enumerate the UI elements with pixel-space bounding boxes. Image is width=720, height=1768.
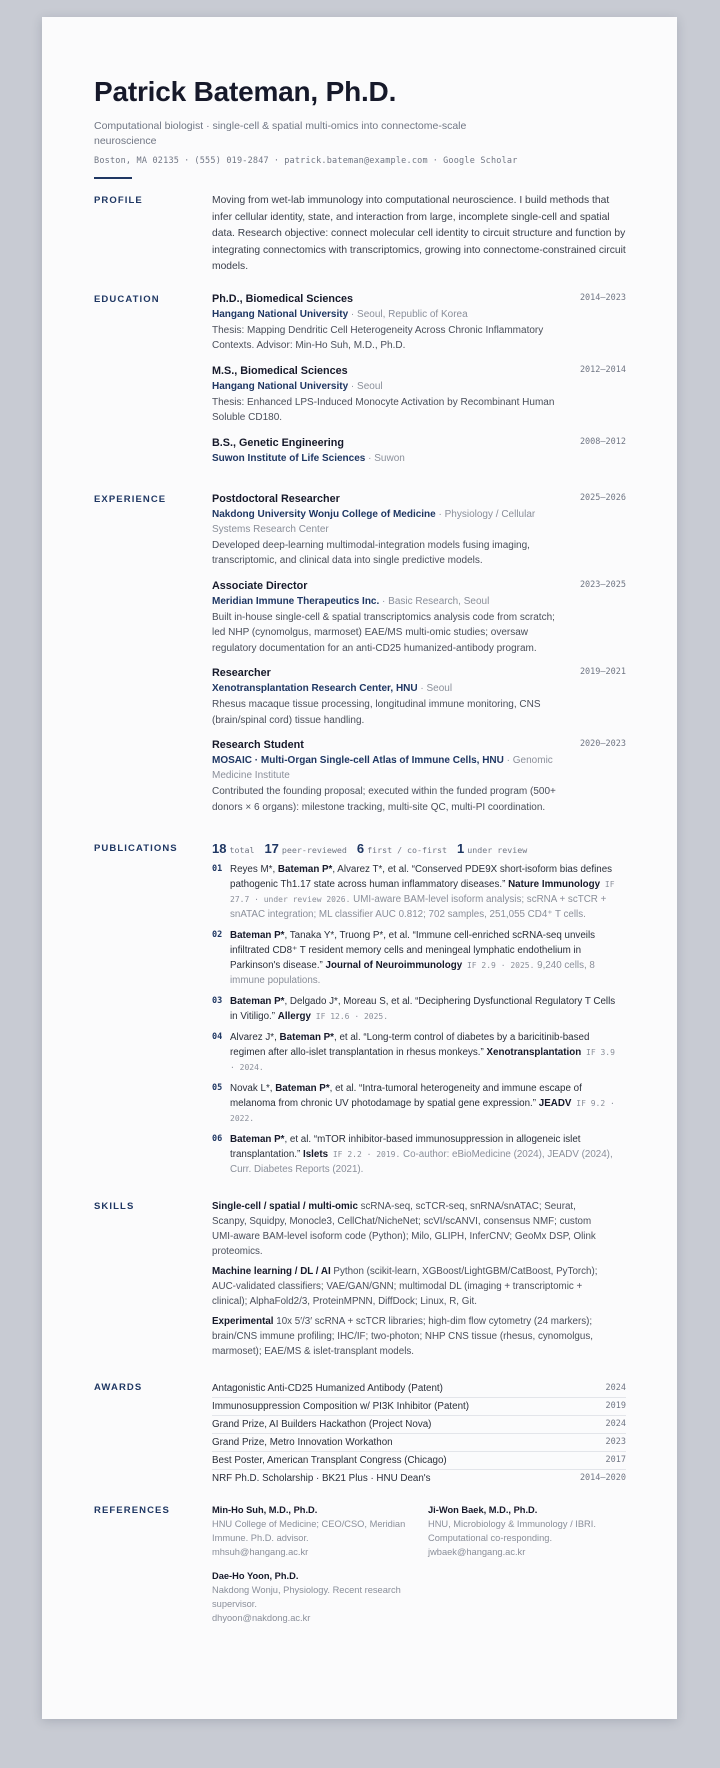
experience-entry bbox=[212, 492, 626, 569]
references-list bbox=[212, 1503, 626, 1625]
award-year: 2024 bbox=[605, 1419, 626, 1429]
award-name: NRF Ph.D. Scholarship · BK21 Plus · HNU Dean's bbox=[212, 1473, 431, 1484]
publication-number: 04 bbox=[212, 1032, 223, 1042]
google-scholar-link[interactable]: Google Scholar bbox=[443, 156, 518, 166]
entry-description: Rhesus macaque tissue processing, longitudinal immune monitoring, CNS (brain/spinal cord) tissue handling. bbox=[212, 699, 541, 726]
entry-description: Thesis: Enhanced LPS-Induced Monocyte Activation by Recombinant Human Soluble CD180. bbox=[212, 396, 555, 423]
publication-list bbox=[212, 862, 626, 1177]
award-row bbox=[212, 1452, 626, 1470]
institution-name: Hangang National University bbox=[212, 308, 349, 320]
reference-name: Min-Ho Suh, M.D., Ph.D. bbox=[212, 1505, 318, 1515]
organization-detail: · Physiology / Cellular Systems Research Center bbox=[212, 508, 536, 535]
award-year: 2017 bbox=[605, 1455, 626, 1465]
stat-count: 1 bbox=[457, 841, 465, 856]
education-section bbox=[94, 292, 626, 476]
journal-name: Allergy bbox=[277, 1011, 311, 1022]
award-name: Grand Prize, Metro Innovation Workathon bbox=[212, 1437, 393, 1448]
publication-citation bbox=[230, 1030, 620, 1075]
skill-heading: Experimental bbox=[212, 1316, 274, 1327]
degree-title: Ph.D., Biomedical Sciences bbox=[212, 292, 354, 305]
author-self: Bateman P* bbox=[230, 1134, 285, 1145]
publication-number: 06 bbox=[212, 1134, 223, 1144]
organization-detail: · Genomic Medicine Institute bbox=[212, 755, 553, 781]
stat-label: under review bbox=[467, 845, 528, 855]
reference-name: Ji-Won Baek, M.D., Ph.D. bbox=[428, 1505, 538, 1515]
stat-label: peer-reviewed bbox=[281, 845, 347, 855]
publication-number: 03 bbox=[212, 996, 223, 1006]
reference-email[interactable]: jwbaek@hangang.ac.kr bbox=[428, 1547, 526, 1557]
awards-list bbox=[212, 1380, 626, 1487]
section-label: REFERENCES bbox=[94, 1505, 170, 1516]
reference-card bbox=[212, 1503, 410, 1559]
education-entry bbox=[212, 364, 626, 426]
publication-stat bbox=[357, 841, 447, 856]
skill-group bbox=[212, 1199, 606, 1259]
section-label: PROFILE bbox=[94, 195, 143, 206]
publication-number: 02 bbox=[212, 930, 223, 940]
organization-name: Xenotransplantation Research Center, HNU bbox=[212, 683, 418, 694]
organization-line bbox=[212, 507, 556, 537]
institution-line bbox=[212, 379, 556, 394]
organization-line bbox=[212, 753, 556, 783]
resume-content bbox=[94, 75, 626, 1625]
author-self: Bateman P* bbox=[277, 864, 333, 875]
publication-citation bbox=[230, 928, 620, 988]
publication-citation bbox=[230, 862, 620, 922]
author-self: Bateman P* bbox=[230, 930, 285, 941]
contact-email[interactable]: patrick.bateman@example.com bbox=[284, 156, 428, 166]
award-year: 2023 bbox=[605, 1437, 626, 1447]
organization-line bbox=[212, 594, 556, 609]
award-row bbox=[212, 1398, 626, 1416]
publication-note: UMI-aware BAM-level isoform analysis; scRNA + scTCR + snATAC integration; ML classifier AUC 0.812; 702 samples, 251,055 CD4⁺ T cells. bbox=[230, 894, 607, 920]
institution-location: · Suwon bbox=[365, 452, 405, 464]
header-divider bbox=[94, 177, 132, 179]
publication-stats bbox=[212, 841, 626, 856]
authors-and-title: , et al. “mTOR inhibitor-based immunosuppression in allogeneic islet transplantation.” bbox=[230, 1134, 581, 1160]
publication-stat bbox=[264, 841, 346, 856]
publications-body bbox=[212, 841, 626, 1183]
skill-details: Python (scikit-learn, XGBoost/LightGBM/CatBoost, PyTorch); AUC-validated classifiers; VAE/GAN/GNN; multimodal DL (imaging + transcriptomic + clinical); AlphaFold2/3, ProteinMPNN, DiffDock; Linux, R, Git. bbox=[212, 1266, 598, 1307]
experience-section bbox=[94, 492, 626, 826]
award-year: 2024 bbox=[605, 1383, 626, 1393]
entry-dates: 2023–2025 bbox=[579, 579, 626, 590]
authors-before: Novak L*, bbox=[230, 1083, 276, 1094]
authors-and-title: , Alvarez T*, et al. “Conserved PDE9X short-isoform bias defines pathogenic Th1.17 state across human inflammatory diseases.” bbox=[230, 864, 613, 890]
experience-entry bbox=[212, 738, 626, 815]
reference-card bbox=[428, 1503, 626, 1559]
publication-item bbox=[212, 994, 626, 1024]
journal-name: Xenotransplantation bbox=[486, 1047, 582, 1058]
institution-line bbox=[212, 307, 556, 322]
job-title: Research Student bbox=[212, 739, 304, 751]
publication-item bbox=[212, 1081, 626, 1126]
organization-detail: · Seoul bbox=[417, 683, 453, 694]
reference-email[interactable]: dhyoon@nakdong.ac.kr bbox=[212, 1613, 311, 1623]
entry-dates: 2025–2026 bbox=[579, 492, 626, 503]
publication-item bbox=[212, 862, 626, 922]
degree-title: M.S., Biomedical Sciences bbox=[212, 364, 348, 377]
institution-location: · Seoul, Republic of Korea bbox=[348, 308, 468, 320]
awards-section bbox=[94, 1380, 626, 1487]
entry-dates: 2014–2023 bbox=[579, 292, 626, 303]
reference-name: Dae-Ho Yoon, Ph.D. bbox=[212, 1571, 299, 1581]
institution-line bbox=[212, 451, 556, 466]
skill-group bbox=[212, 1314, 606, 1359]
impact-factor-year: IF 3.9 · 2024. bbox=[230, 1048, 615, 1072]
author-self: Bateman P* bbox=[275, 1083, 330, 1094]
section-label: EDUCATION bbox=[94, 293, 160, 305]
award-name: Best Poster, American Transplant Congress (Chicago) bbox=[212, 1455, 447, 1466]
award-row bbox=[212, 1380, 626, 1398]
author-self: Bateman P* bbox=[230, 996, 285, 1007]
reference-card bbox=[212, 1569, 410, 1625]
candidate-name: Patrick Bateman, Ph.D. bbox=[94, 76, 397, 107]
skill-heading: Single-cell / spatial / multi-omic bbox=[212, 1201, 358, 1212]
publication-stat bbox=[457, 841, 527, 856]
authors-before: Reyes M*, bbox=[230, 864, 278, 875]
impact-factor-year: IF 27.7 · under review 2026. bbox=[230, 880, 615, 904]
publication-citation bbox=[230, 994, 620, 1024]
contact-location: Boston, MA 02135 bbox=[94, 156, 180, 166]
education-list bbox=[212, 292, 626, 476]
entry-dates: 2008–2012 bbox=[579, 436, 626, 447]
journal-name: JEADV bbox=[538, 1098, 572, 1109]
entry-description: Thesis: Mapping Dendritic Cell Heterogeneity Across Chronic Inflammatory Contexts. Advisor: Min-Ho Suh, M.D., Ph.D. bbox=[212, 324, 544, 351]
skills-list bbox=[212, 1199, 626, 1364]
award-row bbox=[212, 1470, 626, 1487]
experience-list bbox=[212, 492, 626, 826]
tagline: Computational biologist · single-cell & spatial multi-omics into connectome-scale neuroscience bbox=[94, 120, 467, 147]
award-year: 2019 bbox=[605, 1401, 626, 1411]
award-year: 2014–2020 bbox=[579, 1473, 626, 1483]
entry-dates: 2012–2014 bbox=[579, 364, 626, 375]
section-label: PUBLICATIONS bbox=[94, 843, 178, 854]
reference-affiliation: HNU, Microbiology & Immunology / IBRI. Computational co-responding. bbox=[428, 1519, 596, 1543]
impact-factor-year: IF 2.2 · 2019. bbox=[328, 1150, 401, 1159]
reference-affiliation: HNU College of Medicine; CEO/CSO, Meridian Immune. Ph.D. advisor. bbox=[212, 1519, 406, 1543]
publication-citation bbox=[230, 1132, 620, 1177]
authors-and-title: , Delgado J*, Moreau S, et al. “Deciphering Dysfunctional Regulatory T Cells in Vitiligo.” bbox=[230, 996, 616, 1022]
impact-factor-year: IF 9.2 · 2022. bbox=[230, 1099, 615, 1123]
publication-number: 05 bbox=[212, 1083, 223, 1093]
organization-name: Nakdong University Wonju College of Medicine bbox=[212, 508, 436, 520]
profile-text: Moving from wet-lab immunology into computational neuroscience. I build methods that infer cellular identity, state, and interaction from large, incomplete single-cell and spatial data. Research objective: connect molecular cell identity to circuit structure and function by integrating connectomics with transcriptomics, growing into connectome-constrained circuit models. bbox=[212, 195, 626, 272]
organization-name: MOSAIC · Multi-Organ Single-cell Atlas of Immune Cells, HNU bbox=[212, 755, 504, 766]
contact-line: Boston, MA 02135 · (555) 019-2847 · patrick.bateman@example.com · Google Scholar bbox=[94, 156, 518, 166]
publications-section bbox=[94, 841, 626, 1183]
resume-page bbox=[42, 17, 677, 1719]
publication-stat bbox=[212, 841, 254, 856]
entry-dates: 2019–2021 bbox=[579, 667, 626, 677]
skill-details: scRNA-seq, scTCR-seq, snRNA/snATAC; Seurat, Scanpy, Squidpy, Monocle3, CellChat/NicheNet; scVI/scANVI, consensus NMF; custom UMI-aware BAM-level isoform code (Python); Milo, GLIPH, InferCNV; GeoMx DSP, Olink proteomics. bbox=[212, 1201, 596, 1257]
stat-label: total bbox=[229, 845, 255, 855]
publication-number: 01 bbox=[212, 864, 223, 874]
publication-item bbox=[212, 1132, 626, 1177]
institution-name: Suwon Institute of Life Sciences bbox=[212, 452, 366, 464]
publication-citation bbox=[230, 1081, 620, 1126]
reference-email[interactable]: mhsuh@hangang.ac.kr bbox=[212, 1547, 309, 1557]
entry-description: Contributed the founding proposal; executed within the funded program (500+ donors × 6 organs): milestone tracking, multi-site QC, multi-PI coordination. bbox=[212, 786, 556, 813]
education-entry bbox=[212, 292, 626, 354]
profile-section bbox=[94, 193, 626, 276]
authors-and-title: , Tanaka Y*, Truong P*, et al. “Immune cell-enriched scRNA-seq unveils infiltrated CD8⁺ T resident memory cells and meningeal lymphatic endothelium in Parkinson's disease.” bbox=[230, 930, 596, 971]
stat-count: 6 bbox=[356, 841, 365, 856]
entry-description: Developed deep-learning multimodal-integration models fusing imaging, transcriptomic, and clinical data into single predictive models. bbox=[212, 539, 530, 566]
job-title: Postdoctoral Researcher bbox=[212, 492, 340, 505]
award-name: Immunosuppression Composition w/ PI3K Inhibitor (Patent) bbox=[212, 1401, 470, 1412]
reference-affiliation: Nakdong Wonju, Physiology. Recent research supervisor. bbox=[212, 1585, 401, 1609]
authors-before: Alvarez J*, bbox=[230, 1032, 280, 1043]
publication-note: 9,240 cells, 8 immune populations. bbox=[230, 960, 595, 986]
stat-count: 17 bbox=[264, 841, 279, 856]
journal-name: Islets bbox=[302, 1149, 329, 1160]
authors-and-title: , et al. “Intra-tumoral heterogeneity and immune escape of melanoma from chronic UV photodamage by spatial gene expression.” bbox=[230, 1083, 582, 1109]
job-title: Researcher bbox=[212, 667, 271, 679]
skill-heading: Machine learning / DL / AI bbox=[212, 1266, 331, 1277]
education-entry bbox=[212, 436, 626, 466]
institution-name: Hangang National University bbox=[212, 380, 349, 392]
authors-and-title: , et al. “Long-term control of diabetes by a baricitinib-based regimen after allo-islet transplantation in rhesus monkeys.” bbox=[230, 1032, 590, 1058]
section-label: AWARDS bbox=[94, 1382, 143, 1393]
publication-item bbox=[212, 928, 626, 988]
experience-entry bbox=[212, 579, 626, 657]
impact-factor-year: IF 2.9 · 2025. bbox=[462, 961, 535, 970]
job-title: Associate Director bbox=[212, 579, 308, 592]
degree-title: B.S., Genetic Engineering bbox=[212, 436, 344, 449]
author-self: Bateman P* bbox=[279, 1032, 334, 1043]
publication-item bbox=[212, 1030, 626, 1075]
award-name: Antagonistic Anti-CD25 Humanized Antibody (Patent) bbox=[212, 1383, 443, 1394]
organization-line bbox=[212, 681, 556, 696]
organization-detail: · Basic Research, Seoul bbox=[379, 595, 490, 607]
award-row bbox=[212, 1434, 626, 1452]
skill-group bbox=[212, 1264, 606, 1309]
stat-label: first / co-first bbox=[367, 845, 448, 855]
references-section bbox=[94, 1503, 626, 1625]
impact-factor-year: IF 12.6 · 2025. bbox=[310, 1012, 389, 1021]
skills-section bbox=[94, 1199, 626, 1364]
stat-count: 18 bbox=[212, 841, 227, 856]
institution-location: · Seoul bbox=[348, 380, 383, 392]
entry-description: Built in-house single-cell & spatial transcriptomics analysis code from scratch; led NHP (cynomolgus, marmoset) EAE/MS multi-omic studies; oversaw regulatory documentation for an anti-CD25 humanized-antibody program. bbox=[212, 611, 555, 654]
award-row bbox=[212, 1416, 626, 1434]
entry-dates: 2020–2023 bbox=[579, 739, 626, 749]
organization-name: Meridian Immune Therapeutics Inc. bbox=[212, 595, 380, 607]
contact-phone: (555) 019-2847 bbox=[194, 156, 269, 166]
skill-details: 10x 5′/3′ scRNA + scTCR libraries; high-dim flow cytometry (24 markers); brain/CNS immune profiling; IHC/IF; two-photon; NHP CNS tissue (rhesus, cynomolgus, marmoset); EAE/MS & islet-transplant models. bbox=[212, 1316, 593, 1357]
publication-note: Co-author: eBioMedicine (2024), JEADV (2024), Curr. Diabetes Reports (2021). bbox=[230, 1149, 613, 1175]
section-label: SKILLS bbox=[94, 1201, 135, 1212]
experience-entry bbox=[212, 666, 626, 728]
award-name: Grand Prize, AI Builders Hackathon (Project Nova) bbox=[212, 1419, 432, 1430]
journal-name: Journal of Neuroimmunology bbox=[325, 960, 463, 971]
section-label: EXPERIENCE bbox=[94, 493, 167, 505]
journal-name: Nature Immunology bbox=[508, 879, 601, 890]
